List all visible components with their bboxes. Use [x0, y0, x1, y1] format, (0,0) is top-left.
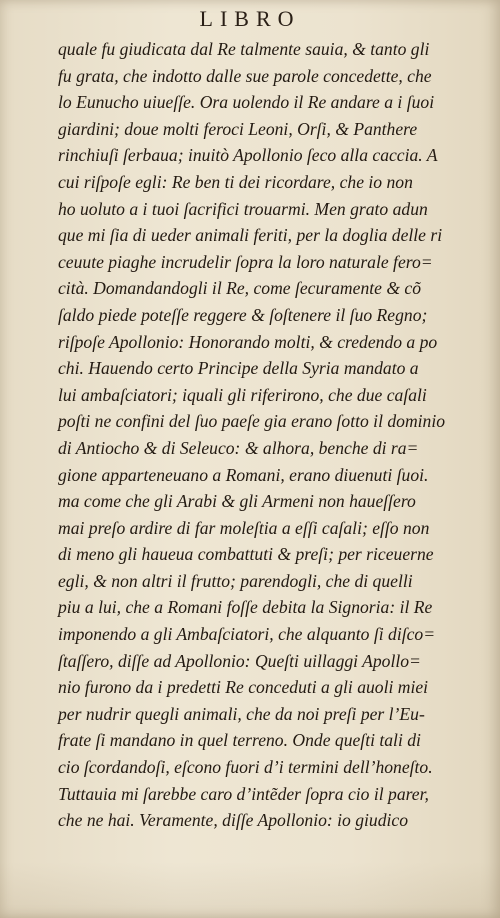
text-line: nio furono da i predetti Re conceduti a gli auoli miei — [58, 677, 429, 698]
text-block — [58, 36, 490, 834]
text-line: fu grata, che indotto dalle sue parole concedette, che — [58, 65, 432, 86]
text-line: di Antiocho & di Seleuco: & alhora, benche di ra= — [58, 437, 419, 458]
page-bottom-shade — [0, 862, 500, 918]
text-line: egli, & non altri il frutto; parendogli, che di quelli — [58, 570, 413, 591]
text-line: gione apparteneuano a Romani, erano diuenuti ſuoi. — [58, 464, 429, 485]
text-line: imponendo a gli Ambaſciatori, che alquanto ſi diſco= — [58, 624, 436, 645]
text-line: ho uoluto a i tuoi ſacrifici trouarmi. Men grato adun — [58, 198, 428, 219]
text-line: lo Eunucho uiueſſe. Ora uolendo il Re andare a i ſuoi — [58, 92, 435, 113]
text-line: Tuttauia mi ſarebbe caro d’intẽder ſopra cio il parer, — [58, 783, 429, 804]
text-line: chi. Hauendo certo Principe della Syria mandato a — [58, 358, 419, 379]
text-line: ſaldo piede poteſſe reggere & ſoſtenere il ſuo Regno; — [58, 304, 428, 325]
text-line: per nudrir quegli animali, che da noi preſi per l’Eu- — [58, 703, 425, 724]
text-line: giardini; doue molti feroci Leoni, Orſi, & Panthere — [58, 118, 418, 139]
text-line: ſtaſſero, diſſe ad Apollonio: Queſti uillaggi Apollo= — [58, 650, 421, 671]
text-line: cui riſpoſe egli: Re ben ti dei ricordare, che io non — [58, 171, 413, 192]
text-line: ceuute piaghe incrudelir ſopra la loro naturale fero= — [58, 251, 433, 272]
text-line: piu a lui, che a Romani foſſe debita la Signoria: il Re — [58, 597, 433, 618]
text-line: di meno gli haueua combattuti & preſi; per riceuerne — [58, 544, 434, 565]
text-line: mai preſo ardire di far moleſtia a eſſi caſali; eſſo non — [58, 517, 430, 538]
text-line: riſpoſe Apollonio: Honorando molti, & credendo a po — [58, 331, 438, 352]
text-line: ma come che gli Arabi & gli Armeni non haueſſero — [58, 491, 416, 512]
text-line: cio ſcordandoſi, eſcono fuori d’i termini dell’honeſto. — [58, 757, 433, 778]
text-line: quale fu giudicata dal Re talmente sauia, & tanto gli — [58, 39, 430, 59]
text-line: frate ſi mandano in quel terreno. Onde queſti tali di — [58, 730, 421, 751]
text-line: poſti ne confini del ſuo paeſe gia erano ſotto il dominio — [58, 411, 446, 432]
text-line: che ne hai. Veramente, diſſe Apollonio: io giudico — [58, 810, 409, 831]
text-line: cità. Domandandogli il Re, come ſecuramente & cõ — [58, 278, 422, 299]
text-line: rinchiuſi ſerbaua; inuitò Apollonio ſeco alla caccia. A — [58, 145, 438, 166]
text-line: lui ambaſciatori; iquali gli riferirono, che due caſali — [58, 384, 427, 405]
text-line: que mi ſia di ueder animali feriti, per la doglia delle ri — [58, 225, 443, 246]
running-header: LIBRO — [199, 6, 301, 31]
